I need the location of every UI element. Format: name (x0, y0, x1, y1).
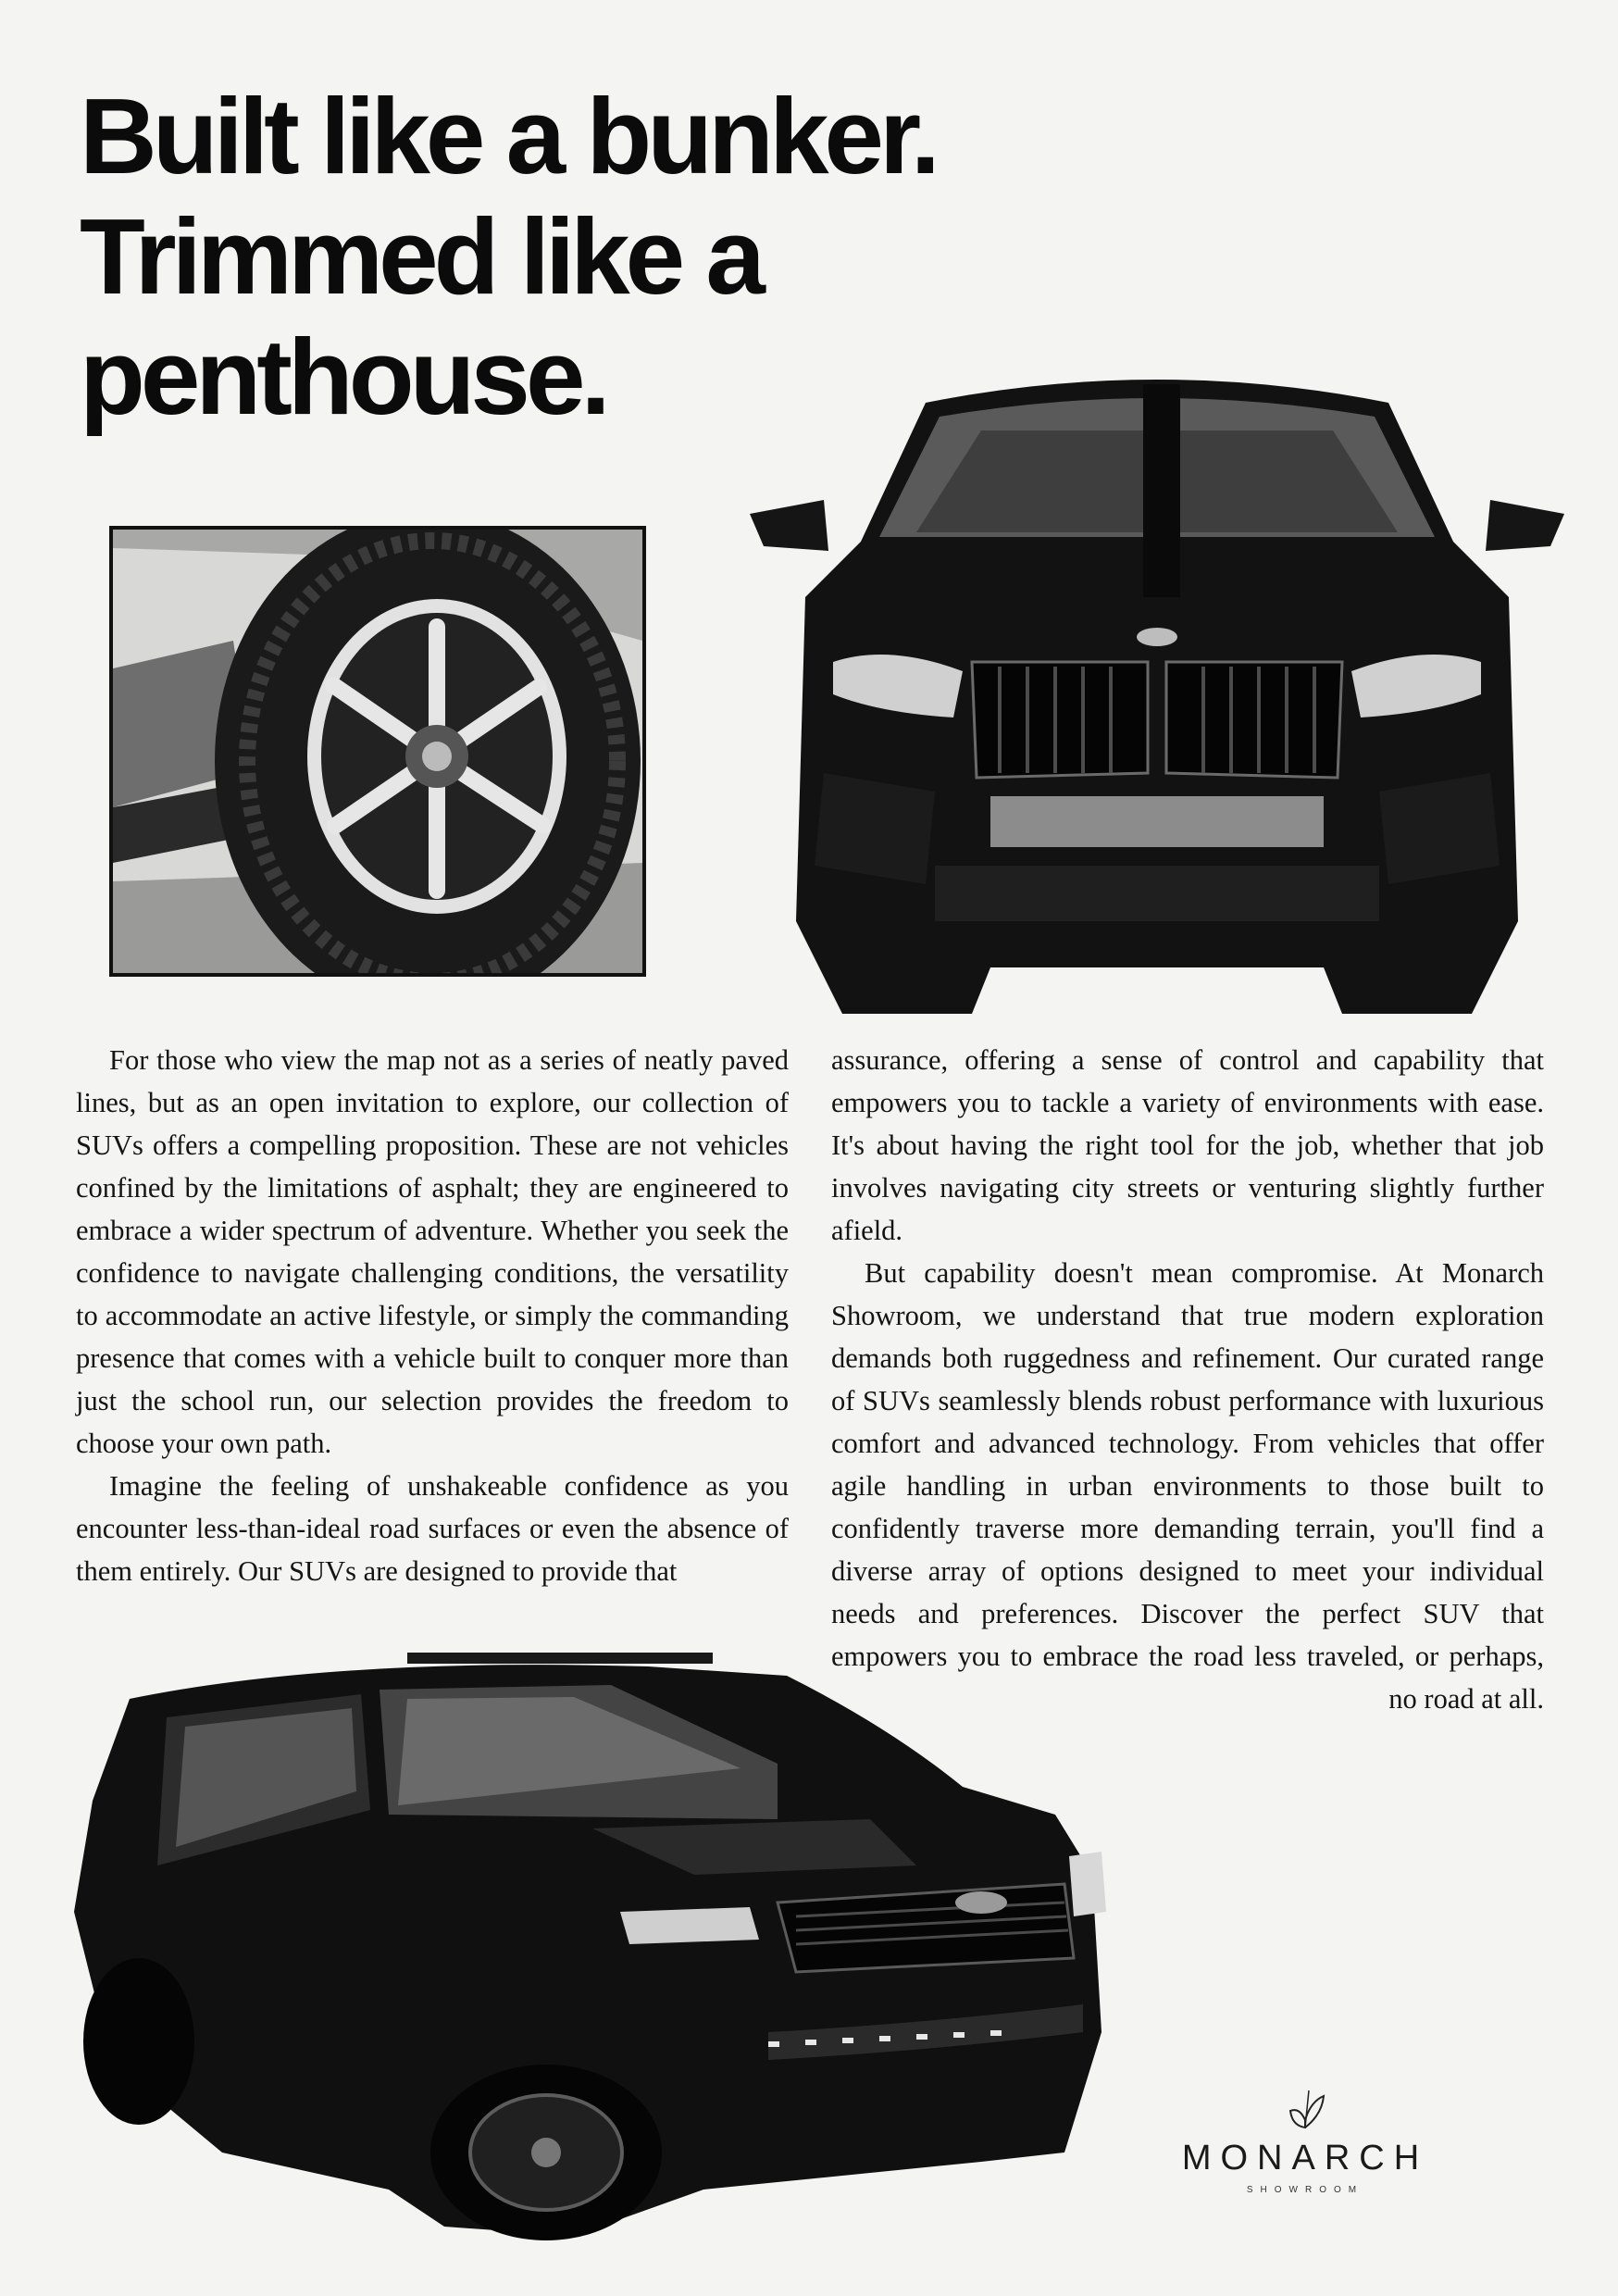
tire-photo (109, 526, 646, 977)
body-paragraph-2: Imagine the feeling of unshakeable confidence as you encounter less-than-ideal road surfaces or even the absence of them entirely. Our SUVs are designed to provide that (76, 1470, 789, 1587)
logo-subtitle: SHOWROOM (1246, 2185, 1364, 2195)
suv-front-photo (750, 366, 1564, 1014)
body-paragraph-1: For those who view the map not as a series of neatly paved lines, but as an open invitation to explore, our collection of SUVs offers a compelling proposition. These are not vehicles confined by the limitations of asphalt; they are engineered to embrace a wider spectrum of adventure. Whether you seek the confidence to navigate challenging conditions, the versatility to accommodate an active lifestyle, or simply the commanding presence that comes with a vehicle built to conquer more than just the school run, our selection provides the freedom to choose your own path. (76, 1044, 789, 1459)
body-column-left (76, 1039, 789, 1592)
body-paragraph-2-continued: assurance, offering a sense of control and capability that empowers you to tackle a variety of environments with ease. It's about having the right tool for the job, whether that job involves navigating city streets or venturing slightly further afield. (831, 1044, 1544, 1246)
monarch-logo (1148, 2083, 1462, 2213)
logo-wordmark: MONARCH (1181, 2139, 1429, 2177)
suv-side-photo (56, 1634, 1120, 2240)
body-column-right (831, 1039, 1544, 1720)
headline-line-2: Trimmed like a (80, 196, 761, 317)
headline-line-3: penthouse. (80, 317, 606, 437)
butterfly-icon (1277, 2083, 1333, 2135)
body-paragraph-3: But capability doesn't mean compromise. At Monarch Showroom, we understand that true modern exploration demands both ruggedness and refinement. Our curated range of SUVs seamlessly blends robust performance with luxurious comfort and advanced technology. From vehicles that offer agile handling in urban environments to those built to confidently traverse more demanding terrain, you'll find a diverse array of options designed to meet your individual needs and preferences. Discover the perfect SUV that empowers you to embrace the road less traveled, or perhaps, no road at all. (831, 1257, 1544, 1715)
headline-line-1: Built like a bunker. (80, 76, 936, 196)
